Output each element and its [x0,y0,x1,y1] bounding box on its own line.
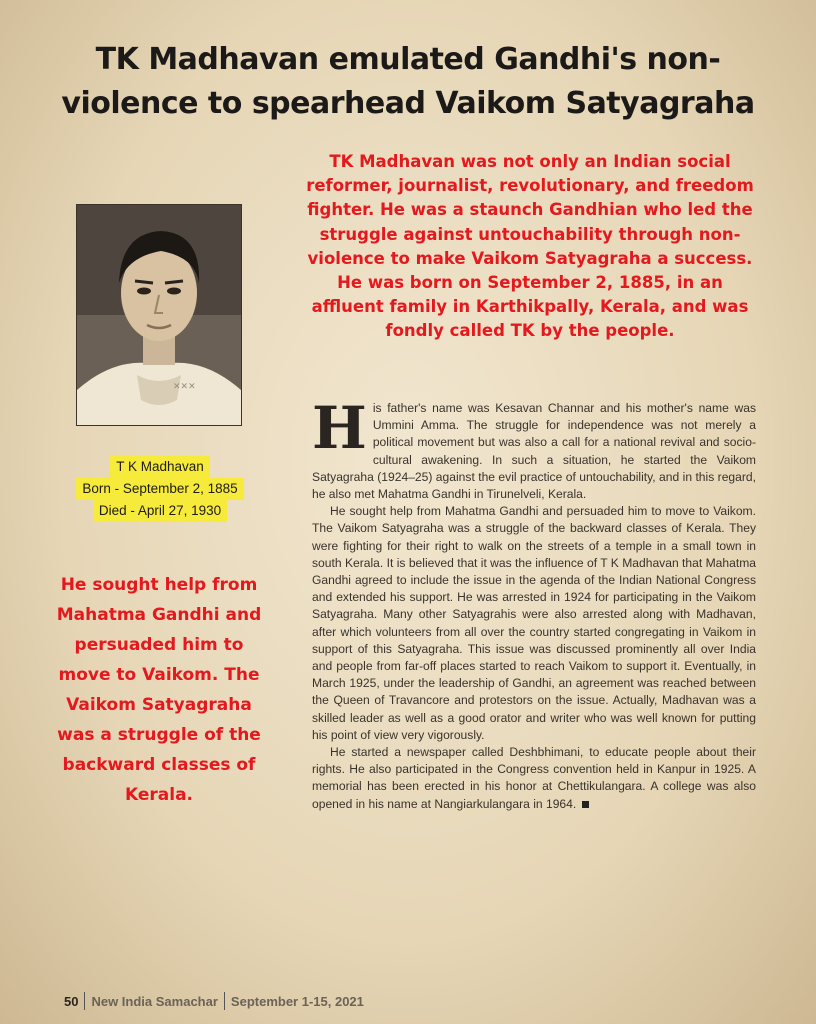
pull-quote: He sought help from Mahatma Gandhi and persuaded him to move to Vaikom. The Vaikom Satyagraha was a struggle of the backward classes of Kerala. [56,575,262,805]
portrait-photo [76,204,242,426]
footer-divider [224,992,225,1010]
issue-date: September 1-15, 2021 [230,993,364,1009]
body-paragraph-2: He sought help from Mahatma Gandhi and persuaded him to move to Vaikom. The Vaikom Satyagraha was a struggle of the backward classes of Kerala. They were fighting for their right to walk on the streets of a temple in a small town in south Kerala. It is believed that it was the influence of T K Madhavan that Mahatma Gandhi agreed to include the issue in the agenda of the Indian National Congress and extended his support. He was arrested in 1924 for participating in the Vaikom Satyagraha. Many other Satyagrahis were also arrested along with Madhavan, after which volunteers from all over the country started congregating in Vaikom in support of this Satyagraha. This issue was discussed prominently all over India and people from far-off places started to reach Vaikom to support it. Eventually, in March 1925, under the leadership of Gandhi, an agreement was reached between the Queen of Travancore and protestors on the issue. Actually, Madhavan was a skilled leader as well as a good orator and writer who was well known for putting his point of view very vigorously. [312,504,756,742]
drop-cap: H [312,394,367,462]
svg-text:✕✕✕: ✕✕✕ [173,382,196,392]
page-number: 50 [64,993,79,1009]
footer-divider [84,992,85,1010]
caption-born: Born - September 2, 1885 [76,478,243,500]
page-title: TK Madhavan emulated Gandhi's non-violence to spearhead Vaikom Satyagraha [61,42,755,121]
page-footer [64,992,364,1010]
intro-paragraph: TK Madhavan was not only an Indian social reformer, journalist, revolutionary, and freedom fighter. He was a staunch Gandhian who led the struggle against untouchability through non-violence to make Vaikom Satyagraha a success. He was born on September 2, 1885, in an affluent family in Karthikpally, Kerala, and was fondly called TK by the people. [306,152,754,341]
caption-name: T K Madhavan [110,456,210,478]
article-body [312,394,756,813]
photo-caption [60,456,260,522]
body-paragraph-3: He started a newspaper called Deshbhimani, to educate people about their rights. He also participated in the Congress convention held in Kanpur in 1925. A memorial has been erected in his honor at Chettikulangara. A college was also opened in his name at Nangiarkulangara in 1964. [312,745,756,811]
end-mark-icon [582,801,589,808]
portrait-image [77,205,241,425]
body-paragraph-1: His father's name was Kesavan Channar and his mother's name was Ummini Amma. The struggle for independence was not merely a political movement but was also a call for a national revival and socio-cultural awakening. In such a situation, he started the Vaikom Satyagraha (1924–25) against the evil practice of untouchability, and in this regard, he also met Mahatma Gandhi in Tirunelveli, Kerala. [312,394,756,502]
publication-name: New India Samachar [91,993,218,1009]
caption-died: Died - April 27, 1930 [93,500,227,522]
